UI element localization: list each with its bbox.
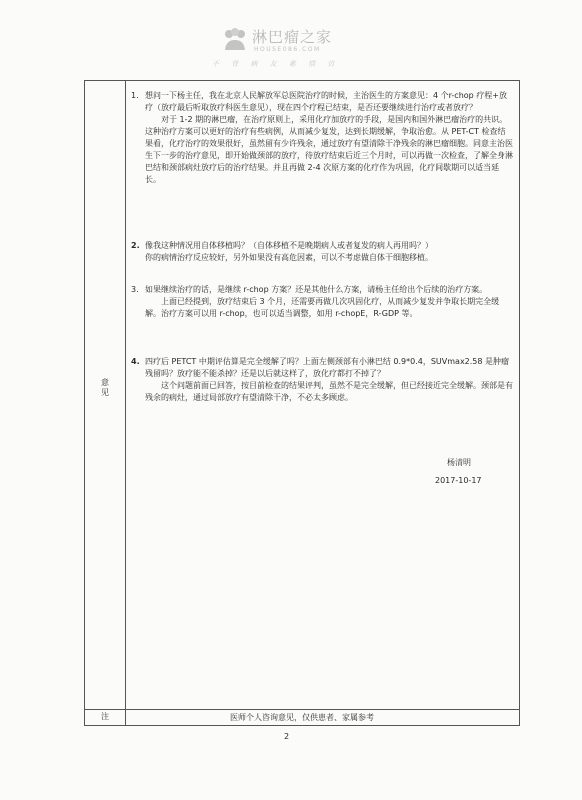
answer-text: 这个问题前面已回答，按目前检查的结果评判，虽然不是完全缓解，但已经接近完全缓解。颈部是有残余的病灶，通过局部放疗有望清除干净，不必太多顾虑。: [145, 381, 513, 402]
page-number: 2: [284, 732, 290, 741]
label-column: [85, 81, 126, 725]
answer-text: 上面已经提到，放疗结束后 3 个月，还需要再做几次巩固化疗，从而减少复发并争取长期完全缓解。治疗方案可以用 r-chop，也可以适当调整，如用 r-chopE，R-GDP 等。: [145, 297, 500, 318]
question-block: [131, 356, 513, 404]
watermark-title: 淋巴瘤之家: [252, 28, 333, 46]
answer-text: 你的病情治疗反应较好，另外如果没有高危因素，可以不考虑做自体干细胞移植。: [145, 253, 433, 262]
question-text: 像我这种情况用自体移植吗？（自体移植不是晚期病人或者复发的病人再用吗？）: [145, 241, 433, 250]
question-text: 如果继续治疗的话，是继续 r-chop 方案？还是其他什么方案，请杨主任给出个后续的治疗方案。: [145, 285, 488, 294]
doctor-name: 杨清明: [447, 458, 471, 467]
watermark-slogan: 不 背 病 友 素 情 访: [212, 60, 340, 68]
question-text: 想问一下杨主任，我在北京人民解放军总医院治疗的时候，主治医生的方案意见：4 个r-chop 疗程+放疗（放疗最后听取放疗科医生意见），现在四个疗程已结束，是否还要继续进行治疗或者放疗？: [145, 91, 507, 112]
question-number: 1.: [131, 91, 139, 100]
signature-block: [435, 454, 482, 490]
question-number: 4.: [131, 357, 140, 366]
question-block: [131, 90, 513, 186]
watermark-logo: [212, 24, 362, 72]
opinion-label: 意见: [101, 378, 109, 397]
answer-text: 对于 1-2 期的淋巴瘤，在治疗原则上，采用化疗加放疗的手段，是国内和国外淋巴瘤治疗的共识。这种治疗方案可以更好的治疗有些病例，从而减少复发，达到长期缓解，争取治愈。从 PET-CT 检查结果看，化疗治疗的效果很好，虽然留有少许残余，通过放疗有望清除干净残余的淋巴瘤细胞。同意主治医生下一步的治疗意见，即开始做颈部的放疗，待放疗结束后近三个月时，可以再做一次检查，了解全身淋巴结和颈部病灶放疗后的治疗结果。并且再做 2-4 次原方案的化疗作为巩固，化疗间歇期可以适当延长。: [145, 115, 513, 184]
signature-date: 2017-10-17: [435, 476, 482, 485]
house-logo-icon: [222, 26, 248, 52]
question-number: 3.: [131, 285, 139, 294]
question-block: [131, 284, 513, 320]
question-text: 四疗后 PETCT 中期评估算是完全缓解了吗？上面左侧颈部有小淋巴结 0.9*0.4，SUVmax2.58 是肿瘤残留吗？放疗能不能杀掉？还是以后就这样了，放化疗都打不掉了？: [145, 357, 510, 378]
question-number: 2.: [131, 241, 140, 250]
disclaimer-text: 医师个人咨询意见，仅供患者、家属参考: [230, 713, 374, 722]
question-block: [131, 240, 513, 264]
consultation-form: [84, 80, 520, 726]
watermark-url: HOUSE086.COM: [254, 46, 321, 53]
note-label: 注: [101, 712, 109, 721]
